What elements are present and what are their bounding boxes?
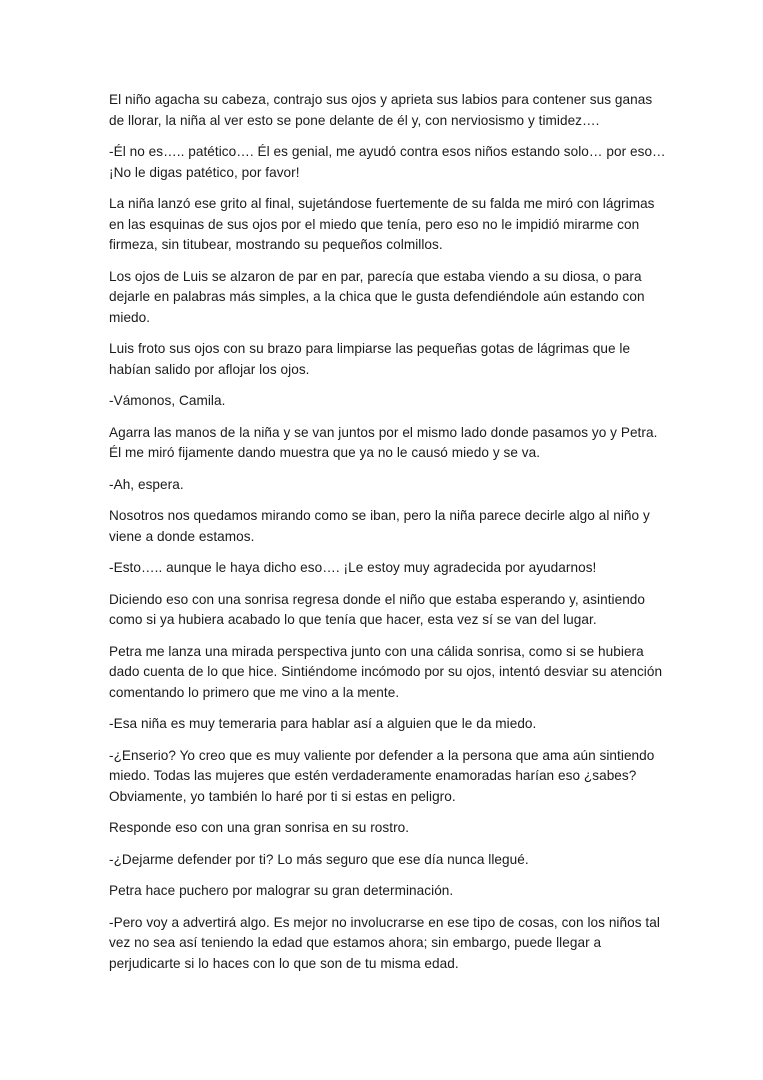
paragraph: Petra me lanza una mirada perspectiva junto con una cálida sonrisa, como si se hubiera dado cuenta de lo que hice. Sintiéndome incómodo por su ojos, intentó desviar su atención comentando lo primero que me vino a la mente. xyxy=(109,643,663,700)
paragraph: -¿Enserio? Yo creo que es muy valiente por defender a la persona que ama aún sintiendo miedo. Todas las mujeres que estén verdaderamente enamoradas harían eso ¿sabes? Obviamente, yo también lo haré por ti si estas en peligro. xyxy=(109,747,655,804)
paragraph: -Vámonos, Camila. xyxy=(109,393,226,408)
paragraph: Petra hace puchero por malograr su gran determinación. xyxy=(109,883,454,898)
paragraph: Los ojos de Luis se alzaron de par en par, parecía que estaba viendo a su diosa, o para dejarle en palabras más simples, a la chica que le gusta defendiéndole aún estando con miedo. xyxy=(109,268,645,325)
paragraph: La niña lanzó ese grito al final, sujetándose fuertemente de su falda me miró con lágrimas en las esquinas de sus ojos por el miedo que tenía, pero eso no le impidió mirarme con firmeza, sin titubear, mostrando su pequeños colmillos. xyxy=(109,196,655,252)
paragraph: -Pero voy a advertirá algo. Es mejor no involucrarse en ese tipo de cosas, con los niños tal vez no sea así teniendo la edad que estamos ahora; sin embargo, puede llegar a perjudicarte si lo haces con lo que son de tu misma edad. xyxy=(109,914,660,971)
paragraph: -Esa niña es muy temeraria para hablar así a alguien que le da miedo. xyxy=(109,716,537,731)
document-body xyxy=(109,90,668,974)
paragraph: Nosotros nos quedamos mirando como se iban, pero la niña parece decirle algo al niño y viene a donde estamos. xyxy=(109,508,650,544)
paragraph: Responde eso con una gran sonrisa en su rostro. xyxy=(109,820,410,835)
paragraph: -¿Dejarme defender por ti? Lo más seguro que ese día nunca llegué. xyxy=(109,851,529,867)
paragraph: Diciendo eso con una sonrisa regresa donde el niño que estaba esperando y, asintiendo como si ya hubiera acabado lo que tenía que hacer, esta vez sí se van del lugar. xyxy=(109,591,646,627)
paragraph: Luis froto sus ojos con su brazo para limpiarse las pequeñas gotas de lágrimas que le habían salido por aflojar los ojos. xyxy=(109,341,631,377)
paragraph: Agarra las manos de la niña y se van juntos por el mismo lado donde pasamos yo y Petra. Él me miró fijamente dando muestra que ya no le causó miedo y se va. xyxy=(109,424,658,460)
paragraph: El niño agacha su cabeza, contrajo sus ojos y aprieta sus labios para contener sus ganas de llorar, la niña al ver esto se pone delante de él y, con nerviosismo y timidez…. xyxy=(109,92,653,128)
paragraph: -Ah, espera. xyxy=(109,476,184,492)
paragraph: -Esto….. aunque le haya dicho eso…. ¡Le estoy muy agradecida por ayudarnos! xyxy=(109,560,597,575)
paragraph: -Él no es….. patético…. Él es genial, me ayudó contra esos niños estando solo… por eso… ¡No le digas patético, por favor! xyxy=(109,144,666,180)
